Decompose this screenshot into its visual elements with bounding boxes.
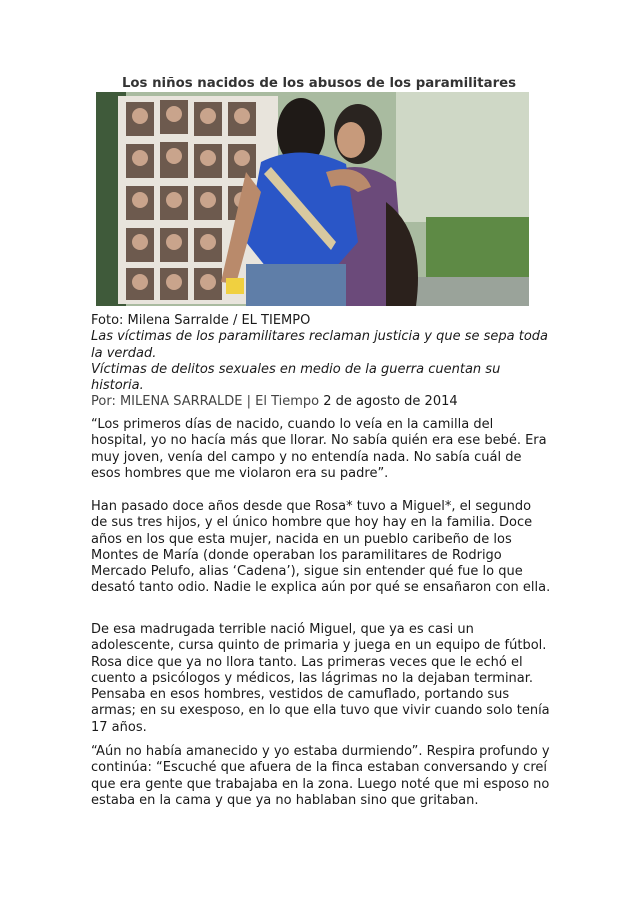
photo-caption-block	[91, 313, 551, 411]
photo-illustration	[96, 92, 529, 306]
photo-credit: Foto: Milena Sarralde / EL TIEMPO	[91, 313, 311, 328]
caption-line-1b: la verdad.	[91, 345, 157, 361]
byline-date: 2 de agosto de 2014	[323, 394, 458, 410]
byline	[91, 394, 551, 410]
article-paragraph-3: De esa madrugada terrible nació Miguel, que ya es casi un adolescente, cursa quinto de primaria y juega en un equipo de fútbol. Rosa dice que ya no llora tanto. Las primeras veces que le echó el cuento a psicólogos y médicos, las lágrimas no la dejaban terminar. Pensaba en esos hombres, vestidos de camuflado, portando sus armas; en su exesposo, en lo que ella tuvo que vivir cuando solo tenía 17 años.	[91, 622, 550, 735]
byline-author: Por: MILENA SARRALDE | El Tiempo	[91, 394, 320, 410]
caption-line-1a: Las víctimas de los paramilitares reclaman justicia y que se sepa toda	[91, 329, 549, 345]
caption-line-2b: historia.	[91, 378, 144, 394]
article-paragraph-4: “Aún no había amanecido y yo estaba durmiendo”. Respira profundo y continúa: “Escuché que afuera de la finca estaban conversando y creí que era gente que trabajaba en la zona. Luego noté que mi esposo no estaba en la cama y que ya no hablaban sino que gritaban.	[91, 744, 550, 808]
article-paragraph-1: “Los primeros días de nacido, cuando lo veía en la camilla del hospital, yo no hacía más que llorar. No sabía quién era ese bebé. Era muy joven, venía del campo y no entendía nada. No sabía cuál de esos hombres que me violaron era su padre”.	[91, 417, 547, 481]
article-title: Los niños nacidos de los abusos de los paramilitares	[121, 76, 517, 91]
article-photo	[96, 92, 529, 306]
caption-line-2a: Víctimas de delitos sexuales en medio de la guerra cuentan su	[91, 361, 501, 377]
article-paragraph-2: Han pasado doce años desde que Rosa* tuvo a Miguel*, el segundo de sus tres hijos, y el único hombre que hoy hay en la familia. Doce años en los que esta mujer, nacida en un pueblo caribeño de los Montes de María (donde operaban los paramilitares de Rodrigo Mercado Pelufo, alias ‘Cadena’), sigue sin entender qué fue lo que desató tanto odio. Nadie le explica aún por qué se ensañaron con ella.	[91, 499, 551, 596]
